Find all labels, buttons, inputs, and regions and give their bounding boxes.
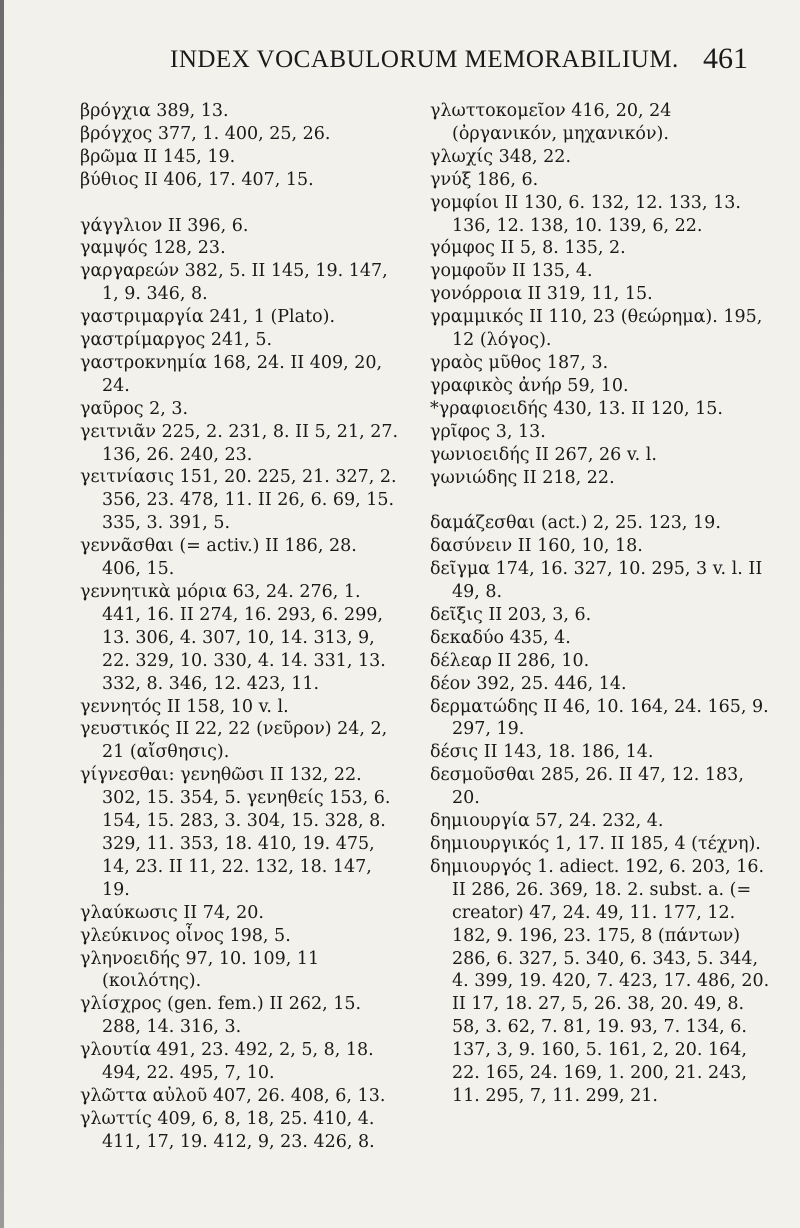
index-entry: δεῖξις II 203, 3, 6. <box>430 604 592 625</box>
page-number: 461 <box>703 42 748 75</box>
index-entry: γαργαρεών 382, 5. II 145, 19. 147, 1, 9. 346, 8. <box>80 261 388 305</box>
index-entry: γραφικὸς ἀνήρ 59, 10. <box>430 375 629 396</box>
index-entry: δασύνειν II 160, 10, 18. <box>430 536 643 557</box>
index-entry: γλῶττα αὐλοῦ 407, 26. 408, 6, 13. <box>80 1085 386 1106</box>
index-entry: γωνιοειδής II 267, 26 v. l. <box>430 444 657 465</box>
index-entry: γειτνίασις 151, 20. 225, 21. 327, 2. 356, 23. 478, 11. II 26, 6. 69, 15. 335, 3. 391, 5. <box>80 467 397 534</box>
index-entry: γάγγλιον II 396, 6. <box>80 215 249 236</box>
index-entry: βύθιος II 406, 17. 407, 15. <box>80 169 314 190</box>
left-column <box>80 100 400 1154</box>
index-entry: γνύξ 186, 6. <box>430 169 539 190</box>
index-entry: γλεύκινος οἶνος 198, 5. <box>80 925 291 946</box>
index-entry: γόμφος II 5, 8. 135, 2. <box>430 238 626 259</box>
index-entry: γομφίοι II 130, 6. 132, 12. 133, 13. 136, 12. 138, 10. 139, 6, 22. <box>430 192 741 236</box>
index-entry: γειτνιᾶν 225, 2. 231, 8. II 5, 21, 27. 136, 26. 240, 23. <box>80 421 399 465</box>
index-entry: βρῶμα II 145, 19. <box>80 146 236 167</box>
index-entry: γαστριμαργία 241, 1 (Plato). <box>80 307 336 328</box>
index-entry: γομφοῦν II 135, 4. <box>430 261 593 282</box>
index-entry: γεννητικὰ μόρια 63, 24. 276, 1. 441, 16. II 274, 16. 293, 6. 299, 13. 306, 4. 307, 10, 14. 313, 9, 22. 329, 10. 330, 4. 14. 331, 13. 332, 8. 346, 12. 423, 11. <box>80 582 386 694</box>
section-gap <box>80 192 400 215</box>
index-entry: δημιουργός 1. adiect. 192, 6. 203, 16. II 286, 26. 369, 18. 2. subst. a. (= creator) 47, 24. 49, 11. 177, 12. 182, 9. 196, 23. 175, 8 (πάντων) 286, 6. 327, 5. 340, 6. 343, 5. 344, 4. 399, 19. 420, 7. 423, 17. 486, 20. II 17, 18. 27, 5, 26. 38, 20. 49, 8. 58, 3. 62, 7. 81, 19. 93, 7. 134, 6. 137, 3, 9. 160, 5. 161, 2, 20. 164, 22. 165, 24. 169, 1. 200, 21. 243, 11. 295, 7, 11. 299, 21. <box>430 856 770 1106</box>
index-entry: γαστροκνημία 168, 24. II 409, 20, 24. <box>80 352 383 396</box>
index-entry: γλωχίς 348, 22. <box>430 146 572 167</box>
scan-edge-shadow <box>0 0 4 1228</box>
index-entry: γραὸς μῦθος 187, 3. <box>430 352 609 373</box>
index-entry: δημιουργικός 1, 17. II 185, 4 (τέχνη). <box>430 833 761 854</box>
index-entry: δέλεαρ II 286, 10. <box>430 650 590 671</box>
index-entry: δερματώδης II 46, 10. 164, 24. 165, 9. 297, 19. <box>430 696 769 740</box>
page-header <box>60 40 760 80</box>
index-entry: γλωττοκομεῖον 416, 20, 24 (ὀργανικόν, μηχανικόν). <box>430 101 672 144</box>
index-entry: γεννητός II 158, 10 v. l. <box>80 696 289 717</box>
index-entry: γαμψός 128, 23. <box>80 238 226 259</box>
index-entry: δημιουργία 57, 24. 232, 4. <box>430 811 664 832</box>
index-entry: *γραφιοειδής 430, 13. II 120, 15. <box>430 398 723 419</box>
index-entry: γλουτία 491, 23. 492, 2, 5, 8, 18. 494, 22. 495, 7, 10. <box>80 1040 374 1084</box>
index-entry: γαστρίμαργος 241, 5. <box>80 330 273 351</box>
index-entry: δεκαδύο 435, 4. <box>430 627 571 648</box>
index-entry: δέσις II 143, 18. 186, 14. <box>430 742 654 763</box>
index-entry: γευστικός II 22, 22 (νεῦρον) 24, 2, 21 (αἴσθησις). <box>80 719 388 763</box>
index-entry: δεσμοῦσθαι 285, 26. II 47, 12. 183, 20. <box>430 765 744 809</box>
index-entry: γληνοειδής 97, 10. 109, 11 (κοιλότης). <box>80 948 320 992</box>
index-entry: γωνιώδης II 218, 22. <box>430 467 615 488</box>
index-entry: δέον 392, 25. 446, 14. <box>430 673 627 694</box>
section-gap <box>430 489 775 512</box>
right-column <box>430 100 775 1108</box>
index-entry: γεννᾶσθαι (= activ.) II 186, 28. 406, 15. <box>80 536 357 580</box>
index-entry: δεῖγμα 174, 16. 327, 10. 295, 3 v. l. II 49, 8. <box>430 559 763 603</box>
index-entry: βρόγχια 389, 13. <box>80 101 229 121</box>
index-entry: δαμάζεσθαι (act.) 2, 25. 123, 19. <box>430 513 721 534</box>
index-entry: γίγνεσθαι: γενηθῶσι II 132, 22. 302, 15. 354, 5. γενηθείς 153, 6. 154, 15. 283, 3. 304, 15. 328, 8. 329, 11. 353, 18. 410, 19. 475, 14, 23. II 11, 22. 132, 18. 147, 19. <box>80 765 391 900</box>
index-entry: γλίσχρος (gen. fem.) II 262, 15. 288, 14. 316, 3. <box>80 994 362 1038</box>
running-head: INDEX VOCABULORUM MEMORABILIUM. <box>170 46 679 73</box>
index-entry: γονόρροια II 319, 11, 15. <box>430 284 653 305</box>
index-entry: βρόγχος 377, 1. 400, 25, 26. <box>80 123 331 144</box>
index-entry: γλωττίς 409, 6, 8, 18, 25. 410, 4. 411, 17, 19. 412, 9, 23. 426, 8. <box>80 1108 375 1152</box>
index-entry: γρῖφος 3, 13. <box>430 421 546 442</box>
index-entry: γραμμικός II 110, 23 (θεώρημα). 195, 12 (λόγος). <box>430 307 763 351</box>
index-entry: γαῦρος 2, 3. <box>80 398 189 419</box>
index-entry: γλαύκωσις II 74, 20. <box>80 902 264 923</box>
